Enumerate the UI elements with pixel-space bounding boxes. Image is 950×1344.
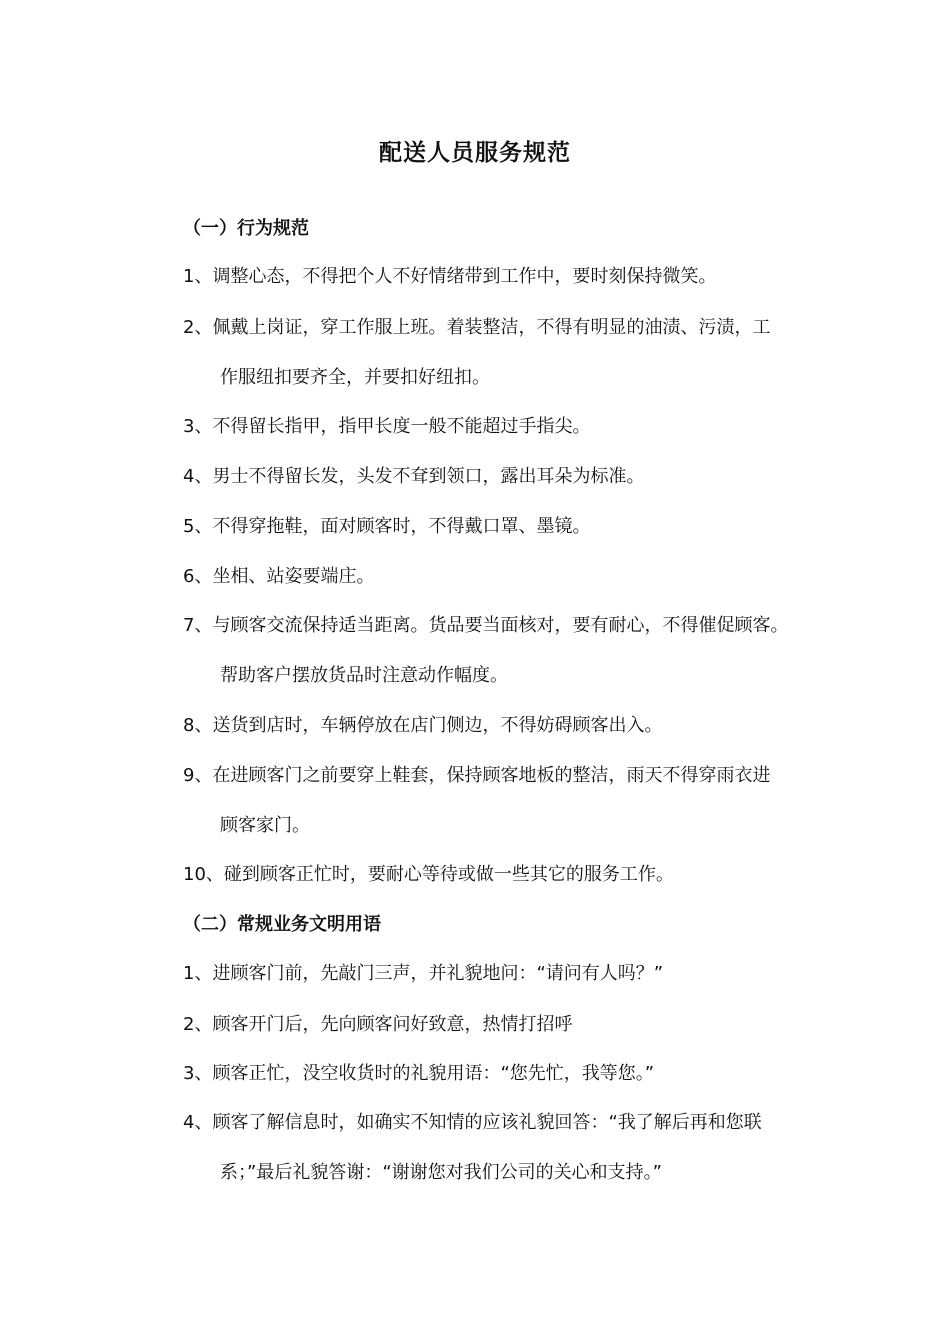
- rule-item-1: 1、调整心态，不得把个人不好情绪带到工作中，要时刻保持微笑。: [183, 266, 717, 287]
- phrase-item-4: 4、顾客了解信息时，如确实不知情的应该礼貌回答：“我了解后再和您联: [183, 1112, 762, 1133]
- rule-item-4: 4、男士不得留长发，头发不耷到领口，露出耳朵为标准。: [183, 466, 645, 487]
- section-heading-behavior: （一）行为规范: [183, 218, 309, 239]
- rule-item-7-continued: 帮助客户摆放货品时注意动作幅度。: [220, 665, 508, 686]
- phrase-item-2: 2、顾客开门后，先向顾客问好致意，热情打招呼: [183, 1014, 573, 1035]
- rule-item-6: 6、坐相、站姿要端庄。: [183, 566, 375, 587]
- phrase-item-1: 1、进顾客门前，先敲门三声，并礼貌地问：“请问有人吗？”: [183, 963, 664, 984]
- rule-item-9: 9、在进顾客门之前要穿上鞋套，保持顾客地板的整洁，雨天不得穿雨衣进: [183, 765, 771, 786]
- phrase-item-4-continued: 系；”最后礼貌答谢：“谢谢您对我们公司的关心和支持。”: [220, 1162, 662, 1183]
- rule-item-8: 8、送货到店时，车辆停放在店门侧边，不得妨碍顾客出入。: [183, 715, 663, 736]
- rule-item-9-continued: 顾客家门。: [220, 815, 310, 836]
- rule-item-3: 3、不得留长指甲，指甲长度一般不能超过手指尖。: [183, 416, 591, 437]
- section-heading-phrases: （二）常规业务文明用语: [183, 914, 381, 935]
- rule-item-7: 7、与顾客交流保持适当距离。货品要当面核对，要有耐心，不得催促顾客。: [183, 615, 789, 636]
- document-title: 配送人员服务规范: [379, 140, 571, 166]
- rule-item-2: 2、佩戴上岗证，穿工作服上班。着装整洁，不得有明显的油渍、污渍，工: [183, 317, 771, 338]
- rule-item-5: 5、不得穿拖鞋，面对顾客时，不得戴口罩、墨镜。: [183, 516, 591, 537]
- phrase-item-3: 3、顾客正忙，没空收货时的礼貌用语：“您先忙，我等您。”: [183, 1063, 655, 1084]
- rule-item-10: 10、碰到顾客正忙时，要耐心等待或做一些其它的服务工作。: [183, 864, 674, 885]
- rule-item-2-continued: 作服纽扣要齐全，并要扣好纽扣。: [220, 367, 490, 388]
